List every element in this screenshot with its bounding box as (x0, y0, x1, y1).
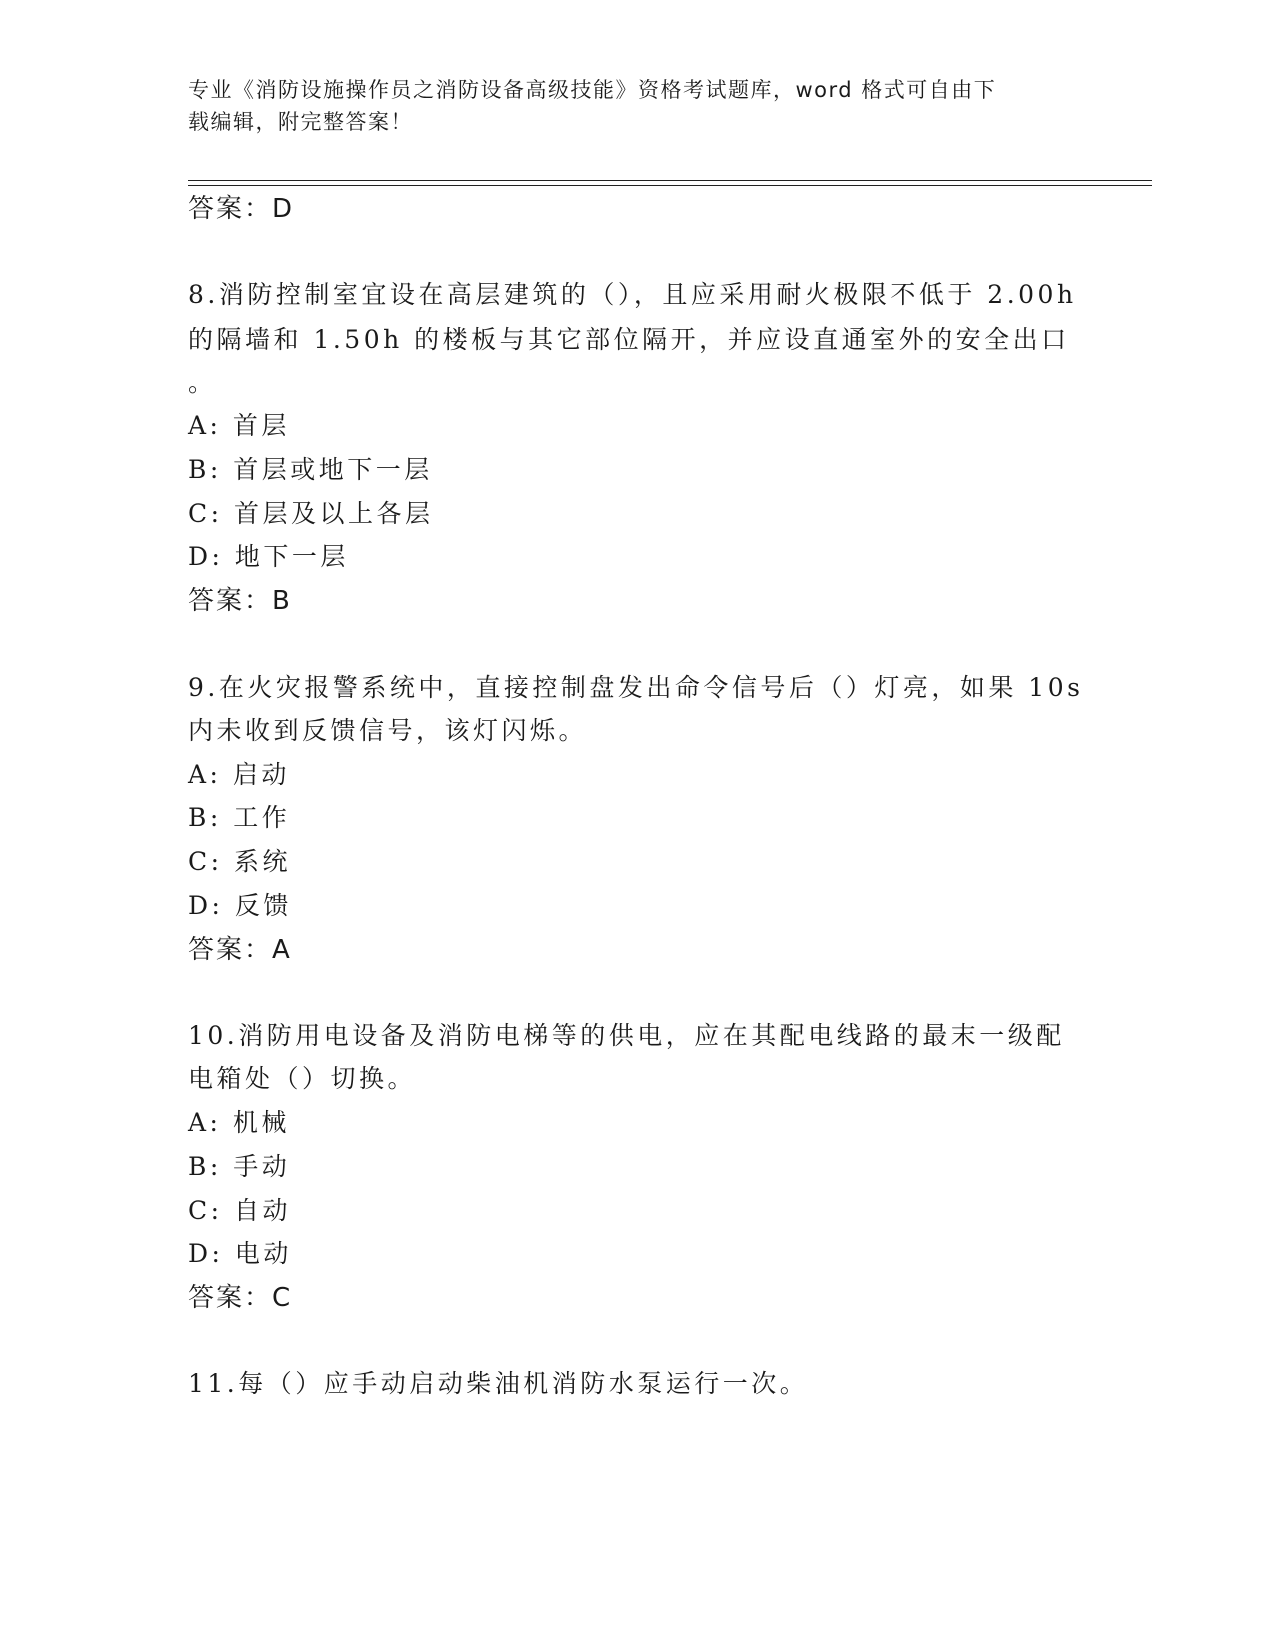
question-9-option-c: C: 系统 (188, 847, 291, 876)
question-8-option-a: A: 首层 (188, 411, 290, 440)
header-line-2: 载编辑，附完整答案！ (188, 110, 413, 134)
answer-q9: 答案：A (188, 935, 292, 965)
answer-q10: 答案：C (188, 1283, 293, 1313)
header-divider-top (188, 180, 1152, 181)
document-header (188, 74, 1068, 138)
question-10-option-b: B: 手动 (188, 1152, 291, 1181)
question-11-line-1: 11.每（）应手动启动柴油机消防水泵运行一次。 (188, 1369, 809, 1398)
question-8-line-1: 8.消防控制室宜设在高层建筑的（），且应采用耐火极限不低于 2.00h (188, 280, 1077, 309)
question-9-line-2: 内未收到反馈信号，该灯闪烁。 (188, 716, 588, 745)
answer-q7: 答案：D (188, 194, 295, 224)
question-10-option-a: A: 机械 (188, 1108, 290, 1137)
question-8-option-b: B: 首层或地下一层 (188, 455, 433, 484)
question-8-line-3: 。 (188, 368, 217, 397)
question-9-option-a: A: 启动 (188, 760, 290, 789)
question-10-line-1: 10.消防用电设备及消防电梯等的供电，应在其配电线路的最末一级配 (188, 1021, 1065, 1050)
question-9-option-d: D: 反馈 (188, 891, 292, 920)
question-8-option-c: C: 首层及以上各层 (188, 499, 434, 528)
question-10-option-d: D: 电动 (188, 1239, 292, 1268)
question-10-option-c: C: 自动 (188, 1196, 291, 1225)
answer-q8: 答案：B (188, 586, 292, 616)
question-9-option-b: B: 工作 (188, 803, 291, 832)
question-9-line-1: 9.在火灾报警系统中，直接控制盘发出命令信号后（）灯亮，如果 10s (188, 673, 1084, 702)
question-8-option-d: D: 地下一层 (188, 542, 349, 571)
header-divider-bottom (188, 185, 1152, 186)
header-line-1: 专业《消防设施操作员之消防设备高级技能》资格考试题库，word 格式可自由下 (188, 78, 997, 102)
question-8-line-2: 的隔墙和 1.50h 的楼板与其它部位隔开，并应设直通室外的安全出口 (188, 325, 1070, 354)
question-10-line-2: 电箱处（）切换。 (188, 1064, 417, 1093)
